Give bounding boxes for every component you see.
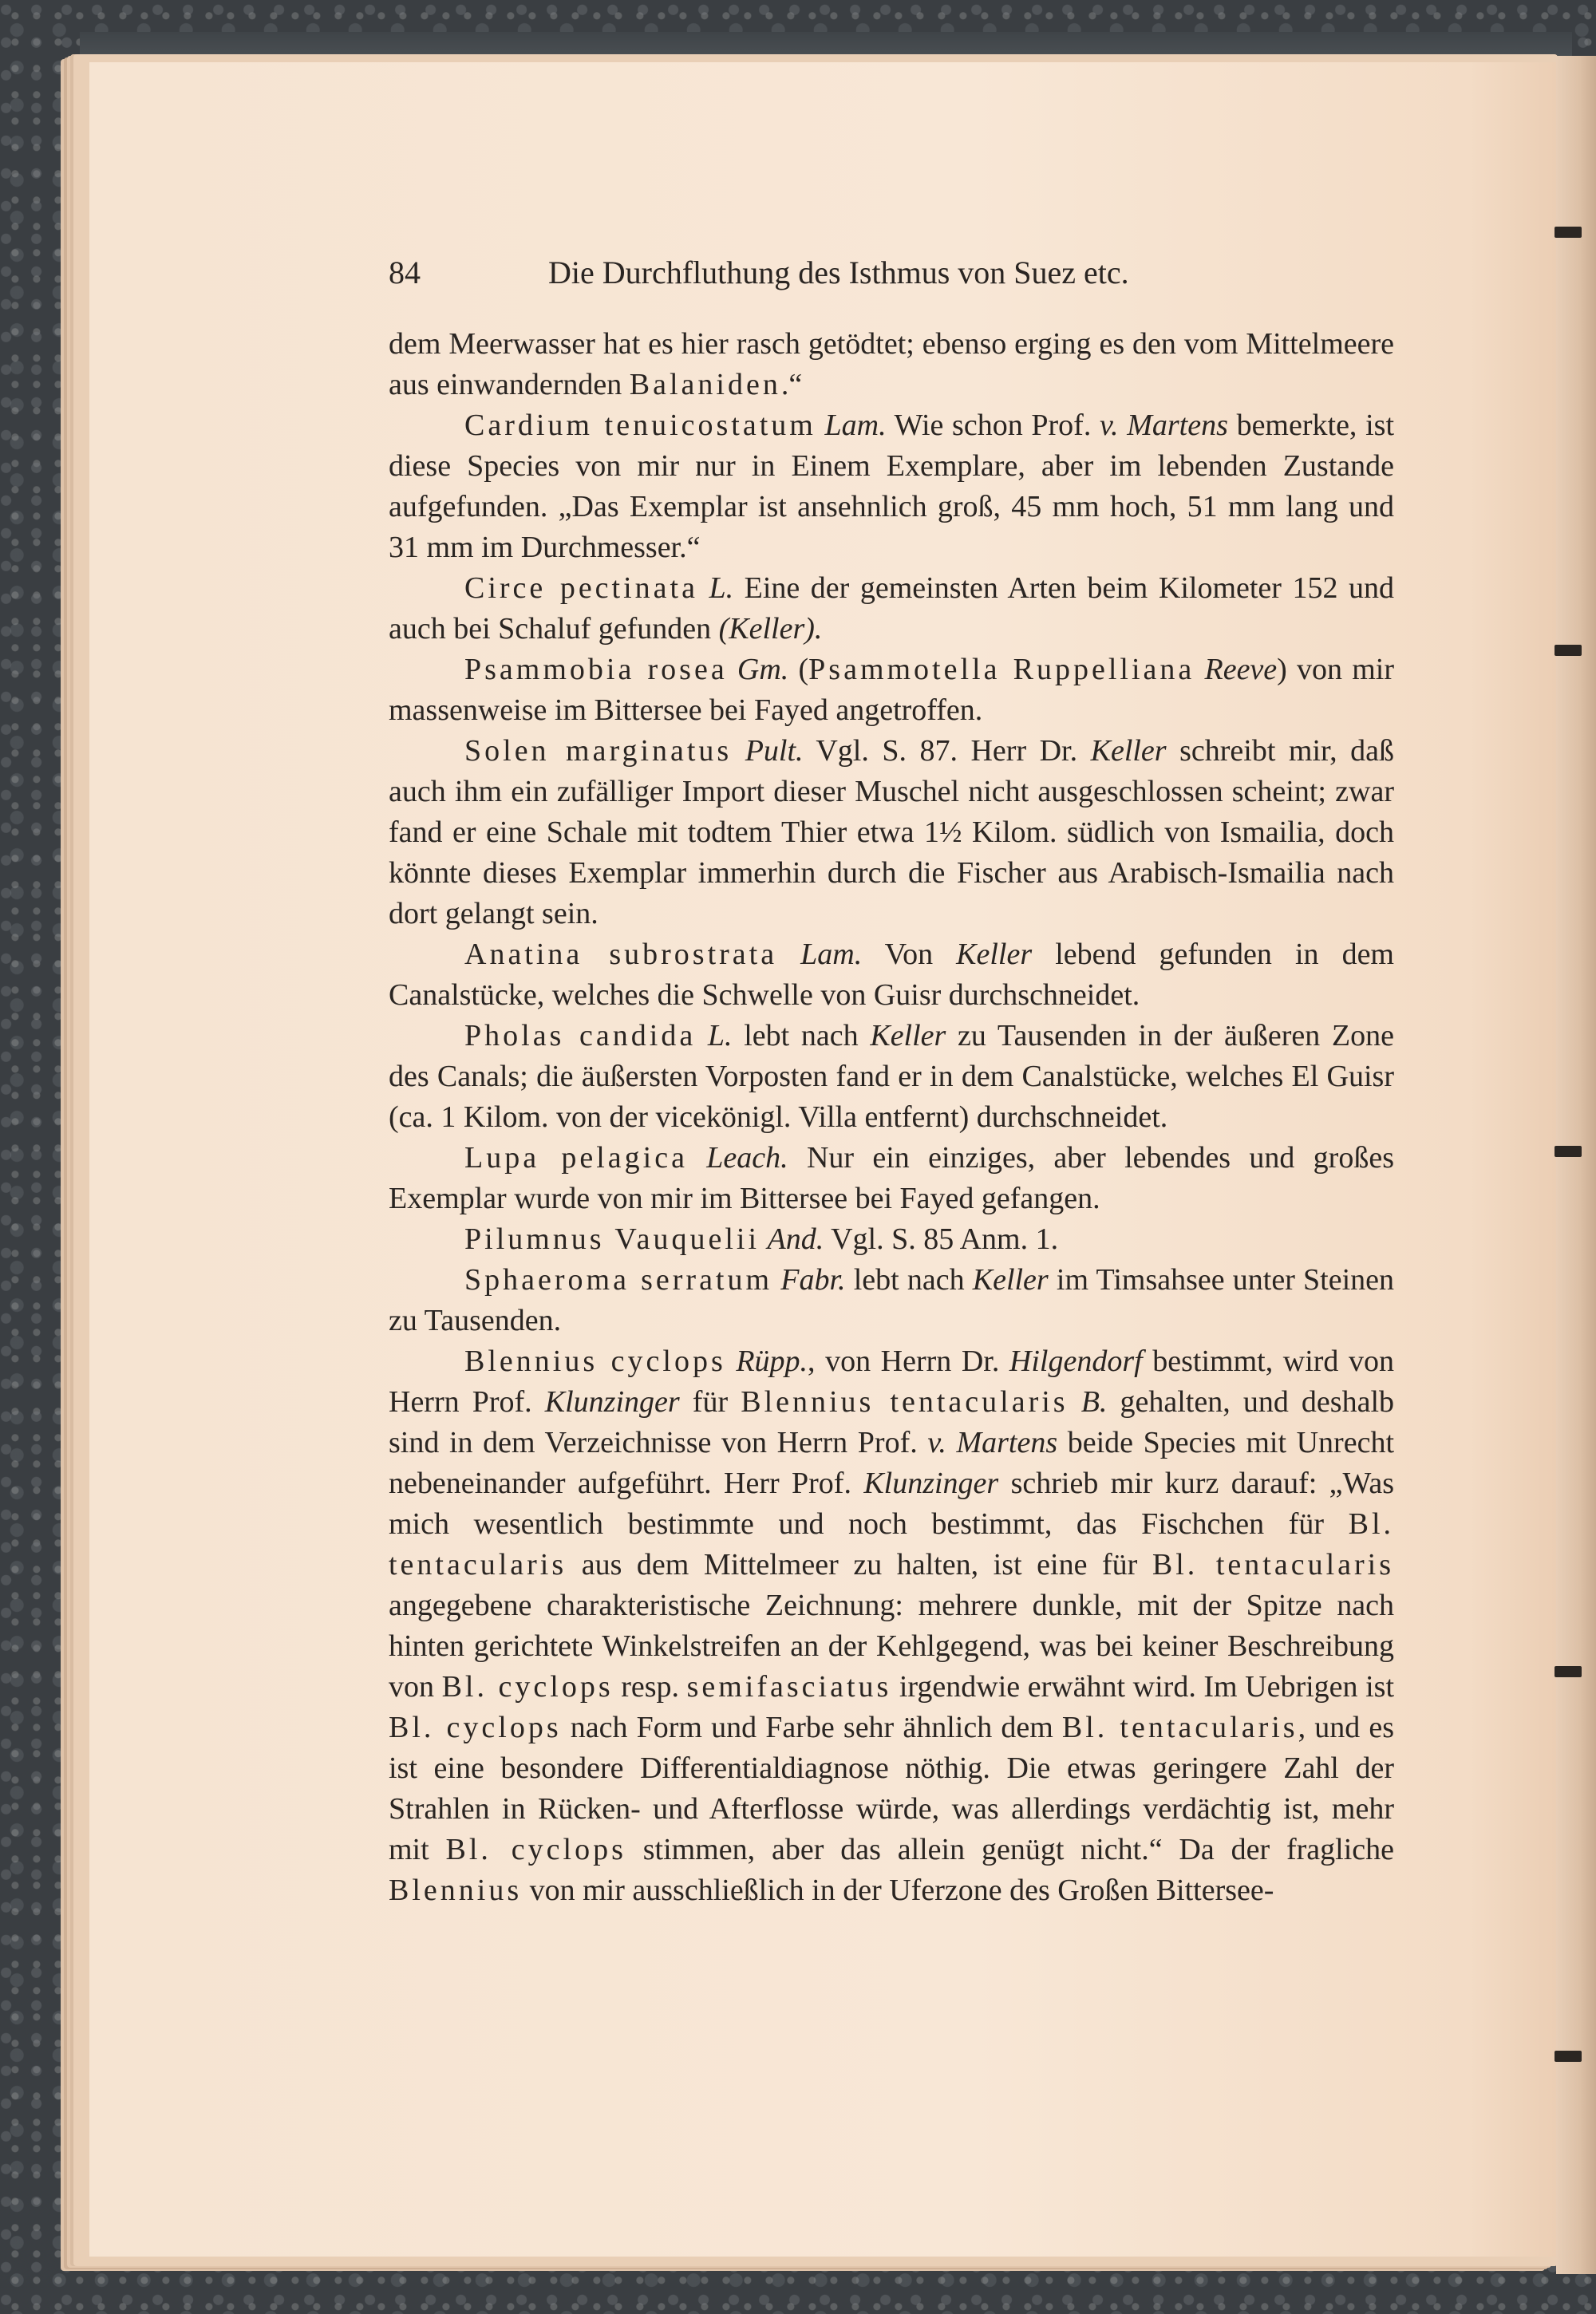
author-name: Keller	[1090, 734, 1167, 768]
text-run: , und es ist eine besondere Differentialdiagnose nöthig. Die etwas geringere Zahl der Strahlen in Rücken- und Afterflosse würde, was allerdings verdächtig ist, mehr mit	[389, 1711, 1395, 1866]
species-name: Bl. cyclops	[441, 1670, 614, 1704]
species-name: Bl. cyclops	[445, 1833, 626, 1866]
author-name: B.	[1080, 1385, 1108, 1419]
text-run: .“	[780, 368, 803, 401]
author-name: Keller	[870, 1019, 946, 1052]
text-run	[732, 734, 745, 768]
text-run	[1069, 1385, 1081, 1419]
paragraph	[389, 934, 1394, 1016]
species-name: Bl. tentacularis	[1152, 1548, 1395, 1581]
author-name: And.	[767, 1222, 824, 1256]
species-name: Blennius tentacularis	[741, 1385, 1069, 1419]
text-run: schreibt mir, daß auch ihm ein zufälliger Import dieser Muschel nicht ausgeschlossen scheint; zwar fand er eine Schale mit todtem Thier etwa 1½ Kilom. südlich von Ismailia, doch könnte dieses Exemplar immerhin durch die Fischer aus Arabisch-Ismailia nach dort gelangt sein.	[389, 734, 1394, 930]
species-name: Lupa pelagica	[464, 1141, 688, 1175]
text-run: stimmen, aber das allein genügt nicht.“ Da der fragliche	[626, 1833, 1394, 1866]
text-run	[698, 571, 709, 605]
page-tab-marker	[1555, 1146, 1582, 1157]
running-title: Die Durchfluthung des Isthmus von Suez etc.	[548, 255, 1129, 290]
text-run	[688, 1141, 706, 1175]
text-run: schrieb mir kurz darauf: „Was mich wesentlich bestimmte und noch bestimmt, das Fischchen für	[389, 1467, 1394, 1541]
author-name: Leach.	[706, 1141, 788, 1175]
text-run: ) von mir massenweise im Bittersee bei Fayed angetroffen.	[389, 653, 1394, 727]
species-name: Sphaeroma serratum	[464, 1263, 773, 1297]
text-run: Eine der gemeinsten Arten beim Kilometer 152 und auch bei Schaluf gefunden	[389, 571, 1394, 646]
page-tab-marker	[1555, 645, 1582, 656]
species-name: Pholas candida	[464, 1019, 697, 1052]
author-name: v. Martens	[927, 1426, 1058, 1459]
author-name: Keller	[972, 1263, 1049, 1297]
author-name: Gm.	[737, 653, 789, 686]
page-tab-marker	[1555, 227, 1582, 238]
species-name: Bl. cyclops	[389, 1711, 562, 1744]
paragraph	[389, 324, 1394, 405]
text-run	[696, 1019, 708, 1052]
text-run: aus dem Mittelmeer zu halten, ist eine für	[567, 1548, 1152, 1581]
paragraph	[389, 1016, 1394, 1138]
author-name: Lam.	[824, 409, 887, 442]
author-name: L.	[709, 571, 734, 605]
text-run	[728, 653, 737, 686]
text-run: gehalten, und deshalb sind in dem Verzeichnisse von Herrn Prof.	[389, 1385, 1395, 1459]
author-name: L.	[707, 1019, 733, 1052]
species-name: Anatina subrostrata	[464, 938, 778, 971]
paragraph	[389, 568, 1394, 650]
species-name: Solen marginatus	[464, 734, 733, 768]
paragraph	[389, 1138, 1394, 1219]
author-name: Pult.	[745, 734, 804, 768]
paragraph	[389, 1219, 1394, 1260]
text-run: angegebene charakteristische Zeichnung: mehrere dunkle, mit der Spitze nach hinten gerichtete Winkelstreifen an der Kehlgegend, was bei keiner Beschreibung von	[389, 1589, 1394, 1704]
text-run	[726, 1345, 737, 1378]
page-tab-marker	[1555, 2051, 1582, 2062]
text-run	[777, 938, 800, 971]
text-run: beide Species mit Unrecht nebeneinander aufgeführt. Herr Prof.	[389, 1426, 1395, 1500]
text-run	[1195, 653, 1204, 686]
paragraph	[389, 1341, 1394, 1911]
author-name: Reeve	[1204, 653, 1278, 686]
text-run	[772, 1263, 780, 1297]
text-run: für	[679, 1385, 741, 1419]
text-run: , von Herrn Dr.	[808, 1345, 1009, 1378]
species-name: Bl. tentacularis	[1061, 1711, 1298, 1744]
species-name: Blennius cyclops	[464, 1345, 726, 1378]
body-text	[389, 324, 1394, 1911]
species-name: Psammobia rosea	[464, 653, 728, 686]
author-name: Keller	[956, 938, 1033, 971]
paragraph	[389, 650, 1394, 731]
text-run	[816, 409, 825, 442]
text-run: lebend gefunden in dem Canalstücke, welches die Schwelle von Guisr durchschneidet.	[389, 938, 1394, 1012]
page-right-edge	[1556, 56, 1596, 2274]
text-run: Wie schon Prof.	[886, 409, 1100, 442]
species-name: Balaniden	[629, 368, 781, 401]
text-run: Vgl. S. 87. Herr Dr.	[803, 734, 1091, 768]
author-name: Rüpp.	[736, 1345, 808, 1378]
text-run: bemerkte, ist diese Species von mir nur in Einem Exemplare, aber im lebenden Zustande aufgefunden. „Das Exemplar ist ansehnlich groß, 45 mm hoch, 51 mm lang und 31 mm im Durchmesser.“	[389, 409, 1395, 564]
text-run: bestimmt, wird von Herrn Prof.	[389, 1345, 1394, 1419]
text-run: Nur ein einziges, aber lebendes und großes Exemplar wurde von mir im Bittersee bei Fayed gefangen.	[389, 1141, 1394, 1215]
author-name: (Keller).	[718, 612, 823, 646]
paragraph	[389, 1260, 1394, 1341]
paragraph	[389, 405, 1394, 568]
author-name: Klunzinger	[544, 1385, 680, 1419]
text-run: dem Meerwasser hat es hier rasch getödtet; ebenso erging es den vom Mittelmeere aus einwandernden	[389, 327, 1394, 401]
text-run: zu Tausenden in der äußeren Zone des Canals; die äußersten Vorposten fand er in dem Canalstücke, welches El Guisr (ca. 1 Kilom. von der vicekönigl. Villa entfernt) durchschneidet.	[389, 1019, 1395, 1134]
author-name: Fabr.	[780, 1263, 846, 1297]
running-header	[389, 254, 1235, 294]
author-name: Hilgendorf	[1009, 1345, 1143, 1378]
text-run: Vgl. S. 85 Anm. 1.	[824, 1222, 1059, 1256]
species-name: Bl. tentacularis	[389, 1507, 1394, 1581]
author-name: Klunzinger	[863, 1467, 999, 1500]
text-run: irgendwie erwähnt wird. Im Uebrigen ist	[891, 1670, 1395, 1704]
species-name: Psammotella Ruppelliana	[808, 653, 1195, 686]
text-run: resp.	[613, 1670, 687, 1704]
text-run: im Timsahsee unter Steinen zu Tausenden.	[389, 1263, 1395, 1337]
species-name: Pilumnus Vauquelii	[464, 1222, 760, 1256]
author-name: Lam.	[800, 938, 863, 971]
species-name: Circe pectinata	[464, 571, 698, 605]
page-number: 84	[389, 255, 421, 290]
page-tab-marker	[1555, 1666, 1582, 1677]
text-run: nach Form und Farbe sehr ähnlich dem	[561, 1711, 1062, 1744]
author-name: v. Martens	[1100, 409, 1228, 442]
text-run: lebt nach	[845, 1263, 973, 1297]
paragraph	[389, 731, 1394, 934]
text-run: Von	[862, 938, 957, 971]
text-run	[760, 1222, 768, 1256]
text-run: von mir ausschließlich in der Uferzone des Großen Bittersee-	[522, 1874, 1274, 1907]
species-name: Cardium tenuicostatum	[464, 409, 816, 442]
text-run: (	[788, 653, 809, 686]
species-name: Blennius	[389, 1874, 523, 1907]
text-run: lebt nach	[732, 1019, 871, 1052]
species-name: semifasciatus	[686, 1670, 892, 1704]
